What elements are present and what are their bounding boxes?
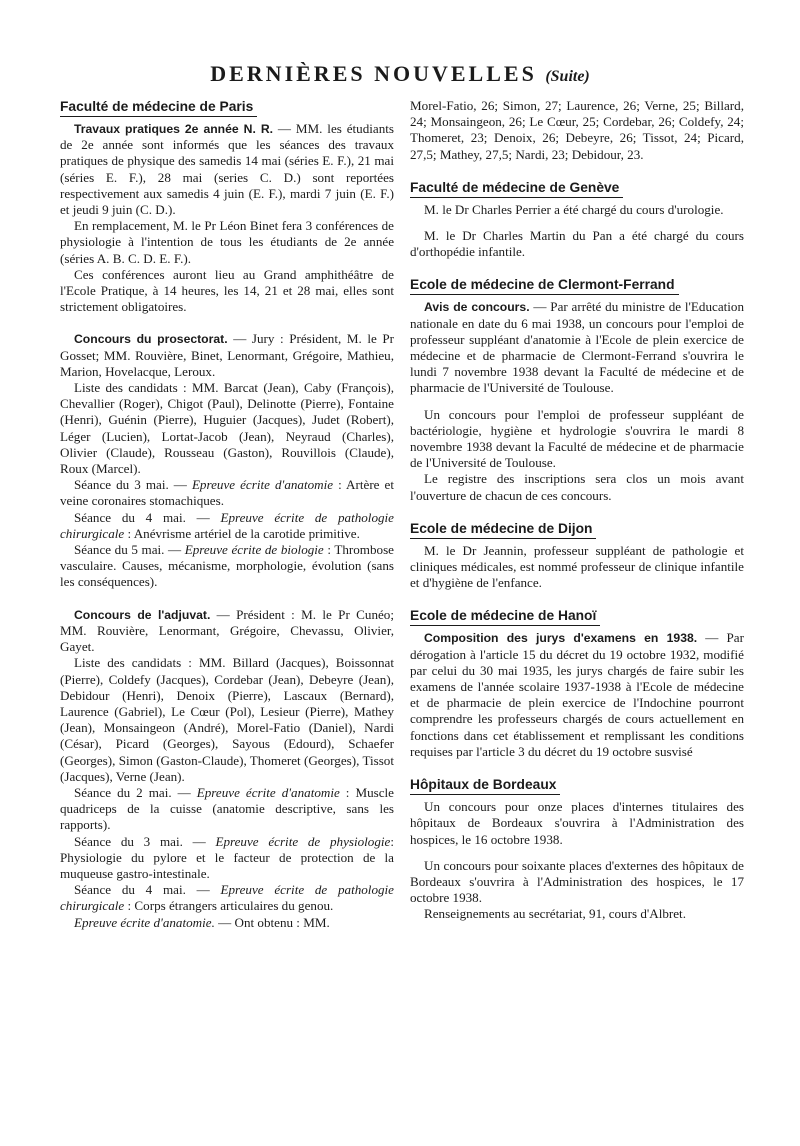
paragraph-prosectorat-jury: Concours du prosectorat. — Jury : Président, M. le Pr Gosset; MM. Rouvière, Binet, Lenormant, Grégoire, Mathieu, Marion, Hovelacque, Leroux. [60, 331, 394, 379]
heading-ecole-dijon: Ecole de médecine de Dijon [410, 520, 596, 539]
paragraph-clermont-3: Le registre des inscriptions sera clos un mois avant l'ouverture de chacun de ces concours. [410, 471, 744, 503]
paragraph-prosectorat-seance-3: Séance du 5 mai. — Epreuve écrite de biologie : Thrombose vasculaire. Causes, mécanisme, morphologie, évolution (sans les conséquences). [60, 542, 394, 590]
paragraph-clermont-avis: Avis de concours. — Par arrêté du ministre de l'Education nationale en date du 6 mai 1938, un concours pour l'emploi de professeur suppléant d'anatomie à l'Ecole de plein exercice de médecine et de pharmacie de Clermont-Ferrand s'ouvrira le lundi 7 novembre 1938 devant la Faculté de médecine et de pharmacie de l'Université de Toulouse. [410, 299, 745, 396]
paragraph-adjuvat-seance-3: Séance du 4 mai. — Epreuve écrite de pathologie chirurgicale : Corps étrangers articulaires du genou. [60, 882, 394, 914]
paragraph-prosectorat-candidats: Liste des candidats : MM. Barcat (Jean), Caby (François), Chevallier (Roger), Chigot (Paul), Delinotte (Pierre), Fontaine (Henri), Guénin (Pierre), Huguier (Jacques), Judet (Robert), Léger (Lucien), Lortat-Jacob (Jean), Neyraud (Charles), Olivier (Claude), Rousseau (Gaston), Rouvillois (Claude), Roux (Marcel). [60, 380, 394, 477]
heading-faculte-geneve: Faculté de médecine de Genève [410, 179, 623, 198]
page-title-suite: (Suite) [545, 68, 590, 85]
subheading-prosectorat: Concours du prosectorat. [74, 332, 228, 347]
paragraph-travaux-pratiques: Travaux pratiques 2e année N. R. — MM. les étudiants de 2e année sont informés que les séances des travaux pratiques de physique des samedis 14 mai (séries E. F.), 21 mai (séries E. F.), 28 mai (series C. D.) sont reportées respectivement aux samedis 4 juin (E. F.), mardi 7 juin (E. F.) et jeudi 9 juin (C. D.). [60, 121, 394, 218]
paragraph-adjuvat-seance-2: Séance du 3 mai. — Epreuve écrite de physiologie: Physiologie du pylore et le facteur de protection de la muqueuse gastro-intestinale. [60, 833, 394, 881]
page-title-text: DERNIÈRES NOUVELLES [210, 61, 537, 86]
subheading-avis-concours: Avis de concours. [424, 300, 530, 315]
left-column [60, 98, 394, 931]
paragraph-remplacement: En remplacement, M. le Pr Léon Binet fera 3 conférences de physiologie à l'intention de tous les étudiants de 2e année (séries A. B. C. D. E. F.). [60, 218, 394, 266]
page-title [0, 60, 800, 91]
subheading-composition-jurys: Composition des jurys d'examens en 1938. [424, 631, 698, 646]
paragraph-prosectorat-seance-2: Séance du 4 mai. — Epreuve écrite de pathologie chirurgicale : Anévrisme artériel de la carotide primitive. [60, 509, 394, 541]
paragraph-adjuvat-notes: Morel-Fatio, 26; Simon, 27; Laurence, 26; Verne, 25; Billard, 24; Monsaingeon, 26; Le Cœur, 25; Cordebar, 26; Coldefy, 24; Thomeret, 23; Denoix, 26; Debeyre, 26; Tissot, 24; Picard, 27,5; Mathey, 27,5; Nardi, 23; Debidour, 23. [410, 98, 744, 162]
paragraph-bordeaux-2: Un concours pour soixante places d'externes des hôpitaux de Bordeaux s'ouvrira à l'Administration des hospices, le 17 octobre 1938. [410, 857, 744, 906]
paragraph-conferences: Ces conférences auront lieu au Grand amphithéâtre de l'Ecole Pratique, à 14 heures, les 14, 21 et 28 mai, elles sont strictement obligatoires. [60, 266, 394, 315]
paragraph-adjuvat-resultats: Epreuve écrite d'anatomie. — Ont obtenu : MM. [74, 914, 330, 930]
paragraph-prosectorat-seance-1: Séance du 3 mai. — Epreuve écrite d'anatomie : Artère et veine coronaires stomachiques. [60, 477, 394, 509]
paragraph-dijon: M. le Dr Jeannin, professeur suppléant de pathologie et cliniques médicales, est nommé professeur de clinique infantile et d'hygiène de l'enfance. [410, 542, 744, 591]
heading-faculte-paris: Faculté de médecine de Paris [60, 98, 257, 117]
right-column [410, 98, 744, 923]
paragraph-adjuvat-jury: Concours de l'adjuvat. — Président : M. le Pr Cunéo; MM. Rouvière, Lenormant, Grégoire, Chevassu, Olivier, Gayet. [60, 606, 394, 655]
heading-ecole-hanoi: Ecole de médecine de Hanoï [410, 607, 600, 626]
paragraph-clermont-2: Un concours pour l'emploi de professeur suppléant de bactériologie, hygiène et hydrologie s'ouvrira le mardi 8 novembre 1938 devant la Faculté de médecine et de pharmacie de l'Université de Toulouse. [410, 406, 744, 471]
subheading-travaux-pratiques: Travaux pratiques 2e année N. R. [74, 122, 274, 136]
paragraph-adjuvat-candidats: Liste des candidats : MM. Billard (Jacques), Boissonnat (Pierre), Coldefy (Jacques), Cordebar (Jean), Debeyre (Jean), Debidour (Henri), Denoix (Pierre), Lascaux (Bernard), Laurence (Gabriel), Le Cœur (Pol), Lesieur (Pierre), Mathey (Jean), Monsaingeon (André), Morel-Fatio (Daniel), Nardi (César), Picard (Georges), Sayous (Edourd), Schaefer (Georges), Simon (Gaston-Claude), Thomeret (Georges), Tissot (Jacques), Verne (Jean). [60, 655, 394, 784]
heading-ecole-clermont: Ecole de médecine de Clermont-Ferrand [410, 276, 679, 295]
paragraph-hanoi: Composition des jurys d'examens en 1938. — Par dérogation à l'article 15 du décret du 19 octobre 1932, modifié par celui du 30 mai 1935, les jurys chargés de faire subir les examens de l'année scolaire 1937-1938 à l'Ecole de médecine et de pharmacie de plein exercice de l'Indochine pourront comprendre les professeurs chargés de cours actuellement en fonctions dans cet établissement et remplissant les conditions requises par l'article 3 du décret du 19 octobre susvisé [410, 630, 744, 759]
paragraph-bordeaux-1: Un concours pour onze places d'internes titulaires des hôpitaux de Bordeaux s'ouvrira à l'Administration des hospices, le 16 octobre 1938. [410, 799, 744, 847]
paragraph-geneve-1: M. le Dr Charles Perrier a été chargé du cours d'urologie. [424, 201, 724, 217]
paragraph-adjuvat-seance-1: Séance du 2 mai. — Epreuve écrite d'anatomie : Muscle quadriceps de la cuisse (anatomie descriptive, sans les rapports). [60, 784, 394, 833]
subheading-adjuvat: Concours de l'adjuvat. [74, 607, 211, 622]
heading-hopitaux-bordeaux: Hôpitaux de Bordeaux [410, 776, 560, 795]
paragraph-bordeaux-3: Renseignements au secrétariat, 91, cours d'Albret. [424, 906, 686, 922]
paragraph-geneve-2: M. le Dr Charles Martin du Pan a été chargé du cours d'orthopédie infantile. [410, 228, 744, 260]
